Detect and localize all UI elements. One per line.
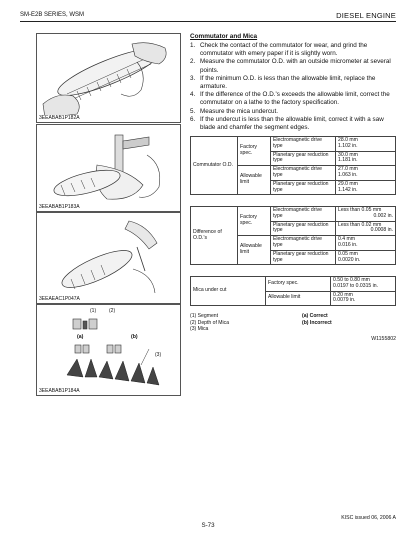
value-cell: 27.0 mm 1.063 in. <box>336 166 396 181</box>
type-cell: Planetary gear reduction type <box>271 250 336 265</box>
figure-segment-diagram <box>36 304 181 396</box>
legend-correct: (a) Correct <box>302 313 328 319</box>
illustration-outside-micrometer <box>37 125 180 211</box>
illustration-emery-paper <box>37 34 180 122</box>
factory-spec-label: Factory spec. <box>266 277 331 292</box>
factory-spec-label: Factory spec. <box>238 207 271 236</box>
value-cell: 0.20 mm 0.0079 in. <box>331 291 396 306</box>
value-cell: 0.4 mm 0.016 in. <box>336 236 396 251</box>
callout-correct: (a) <box>77 334 84 340</box>
figure-caption: 3EEAEAC1P047A <box>39 296 80 302</box>
figure-micrometer-measure <box>36 124 181 212</box>
spec-table-difference-od <box>190 206 396 265</box>
callout-depth: (2) <box>109 308 116 314</box>
procedure-steps <box>190 42 400 132</box>
legend-depth: (2) Depth of Mica <box>190 319 230 326</box>
allowable-limit-label: Allowable limit <box>238 236 271 265</box>
header-rule <box>20 21 396 22</box>
figure-commutator-grinding <box>36 33 181 123</box>
figure-caption: 3EEABAB1P182A <box>39 115 80 121</box>
step-item: 1. Check the contact of the commutator for wear, and grind the commutator with emery paper if it is slightly worn. <box>190 42 368 58</box>
value-cell: 29.0 mm 1.142 in. <box>336 180 396 195</box>
manual-series: SM-E2B SERIES, WSM <box>20 12 85 18</box>
allowable-limit-label: Allowable limit <box>266 291 331 306</box>
row-label: Commutator O.D. <box>191 137 238 195</box>
callout-incorrect: (b) <box>131 334 138 340</box>
figure-legend <box>190 313 396 333</box>
issue-note: KISC issued 06, 2006 A <box>341 515 396 521</box>
section-title: Commutator and Mica <box>190 33 258 40</box>
illustration-depth-gauge <box>37 213 180 303</box>
value-cell: Less than 0.05 mm 0.002 in. <box>336 207 396 222</box>
value-cell: 30.0 mm 1.181 in. <box>336 151 396 166</box>
figure-caption: 3EEABAB1P183A <box>39 204 80 210</box>
legend-mica: (3) Mica <box>190 326 209 333</box>
legend-incorrect: (b) Incorrect <box>302 319 332 326</box>
allowable-limit-label: Allowable limit <box>238 166 271 195</box>
type-cell: Electromagnetic drive type <box>271 166 336 181</box>
step-item: 5. Measure the mica undercut. <box>190 107 279 115</box>
document-code: W1155802 <box>371 336 396 342</box>
factory-spec-label: Factory spec. <box>238 137 271 166</box>
row-label: Mica under cut <box>191 277 266 306</box>
callout-mica: (3) <box>155 352 162 358</box>
type-cell: Planetary gear reduction type <box>271 180 336 195</box>
section-heading: DIESEL ENGINE <box>336 11 396 20</box>
row-label: Difference of O.D.'s <box>191 207 238 265</box>
type-cell: Electromagnetic drive type <box>271 207 336 222</box>
value-cell: Less than 0.02 mm 0.0008 in. <box>336 221 396 236</box>
value-cell: 0.50 to 0.80 mm 0.0197 to 0.0315 in. <box>331 277 396 292</box>
type-cell: Electromagnetic drive type <box>271 236 336 251</box>
spec-table-mica-undercut <box>190 276 396 306</box>
value-cell: 28.0 mm 1.102 in. <box>336 137 396 152</box>
callout-segment: (1) <box>90 308 97 314</box>
spec-table-commutator-od <box>190 136 396 195</box>
legend-segment: (1) Segment <box>190 313 219 319</box>
type-cell: Planetary gear reduction type <box>271 221 336 236</box>
type-cell: Planetary gear reduction type <box>271 151 336 166</box>
illustration-segments <box>37 305 180 395</box>
value-cell: 0.05 mm 0.0020 in. <box>336 250 396 265</box>
figure-mica-undercut <box>36 212 181 304</box>
step-item: 2. Measure the commutator O.D. with an outside micrometer at several points. <box>190 58 391 74</box>
page-number: S-73 <box>201 522 215 529</box>
step-item: 6. If the undercut is less than the allowable limit, correct it with a saw blade and chamfer the segment edges. <box>190 115 384 132</box>
figure-caption: 3EEABAB1P184A <box>39 388 80 394</box>
type-cell: Electromagnetic drive type <box>271 137 336 152</box>
step-item: 3. If the minimum O.D. is less than the allowable limit, replace the armature. <box>190 74 376 91</box>
step-item: 4. If the difference of the O.D.'s exceeds the allowable limit, correct the commutator on a lathe to the factory specification. <box>190 91 390 107</box>
